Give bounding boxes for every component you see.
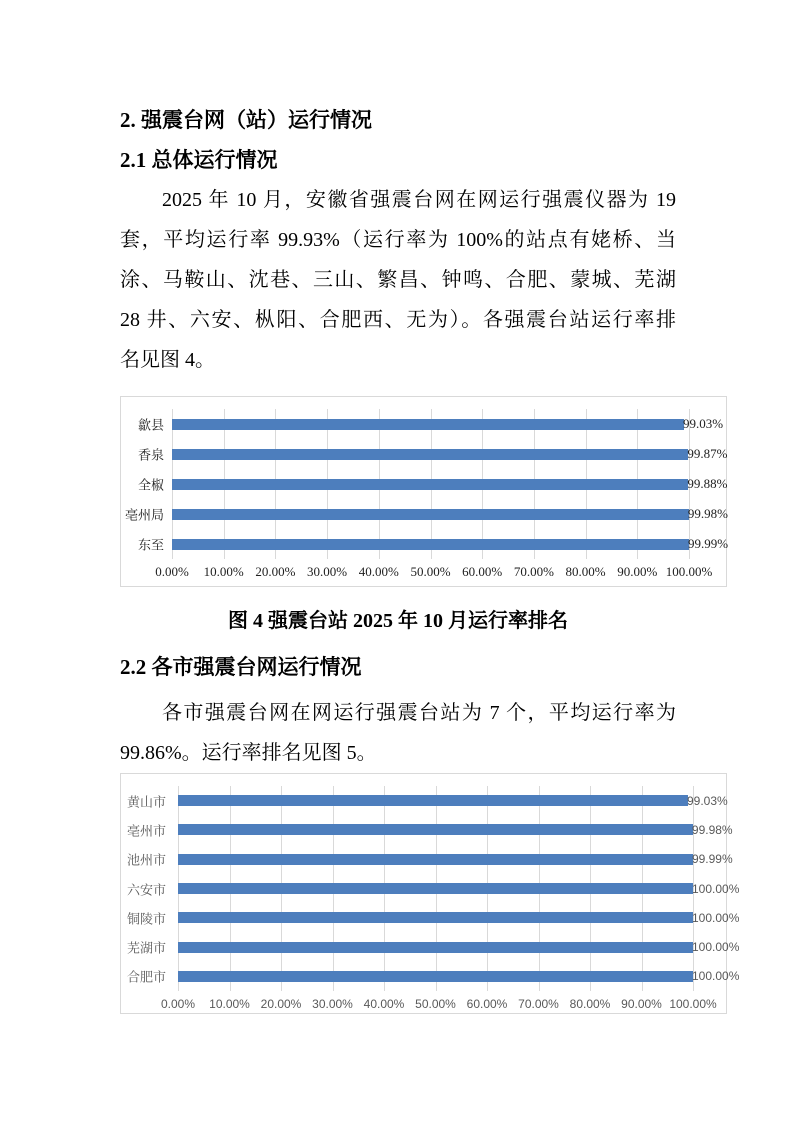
section-2-heading: 2. 强震台网（站）运行情况: [120, 108, 372, 132]
section-2-1-heading: 2.1 总体运行情况: [120, 148, 278, 172]
x-axis-tick-label: 30.00%: [307, 564, 348, 579]
category-label: 合肥市: [126, 969, 166, 985]
paragraph-line: 28 井、六安、枞阳、合肥西、无为）。各强震台站运行率排: [120, 309, 676, 331]
category-label: 香泉: [137, 447, 164, 463]
data-label: 99.03%: [687, 793, 728, 808]
x-axis-tick-label: 0.00%: [160, 997, 196, 1011]
category-label: 亳州局: [124, 507, 164, 523]
paragraph-line: 各市强震台网在网运行强震台站为 7 个，平均运行率为: [162, 702, 676, 724]
bar: [178, 942, 693, 953]
paragraph-line: 99.86%。运行率排名见图 5。: [120, 742, 377, 764]
data-label: 99.88%: [687, 476, 728, 491]
bar: [178, 795, 688, 806]
figure4-caption: 图 4 强震台站 2025 年 10 月运行率排名: [228, 610, 568, 632]
bar: [172, 449, 688, 460]
data-label: 99.99%: [691, 852, 733, 867]
section-2-2-heading: 2.2 各市强震台网运行情况: [120, 655, 362, 679]
category-label: 全椒: [137, 477, 164, 493]
data-label: 99.98%: [691, 822, 733, 837]
x-axis-tick-label: 90.00%: [617, 564, 658, 579]
data-label: 99.98%: [687, 506, 728, 521]
data-label: 100.00%: [692, 910, 740, 925]
bar: [178, 854, 693, 865]
bar: [178, 971, 693, 982]
plot-area: [172, 409, 729, 559]
x-axis-tick-label: 80.00%: [565, 564, 606, 579]
paragraph-line: 名见图 4。: [120, 349, 215, 371]
x-axis-tick-label: 30.00%: [312, 997, 353, 1011]
x-axis-tick-label: 60.00%: [466, 997, 508, 1011]
data-label: 100.00%: [692, 940, 740, 955]
category-label: 亳州市: [126, 823, 166, 839]
figure4-bar-chart: [120, 396, 727, 587]
paragraph-line: 涂、马鞍山、沈巷、三山、繁昌、钟鸣、合肥、蒙城、芜湖: [120, 269, 676, 291]
category-label: 铜陵市: [126, 911, 166, 927]
paragraph-line: 套，平均运行率 99.93%（运行率为 100%的站点有姥桥、当: [120, 229, 676, 251]
x-axis-tick-label: 40.00%: [363, 997, 405, 1011]
x-axis-tick-label: 100.00%: [665, 564, 713, 579]
x-axis-tick-label: 10.00%: [203, 564, 244, 579]
category-label: 池州市: [126, 852, 166, 868]
paragraph-overall-status: [120, 180, 676, 380]
paragraph-city-networks: [120, 693, 676, 773]
x-axis-tick-label: 100.00%: [669, 997, 717, 1011]
x-axis-tick-label: 50.00%: [410, 564, 451, 579]
category-label: 六安市: [126, 882, 166, 897]
category-label: 芜湖市: [126, 940, 166, 956]
bar: [178, 824, 693, 835]
x-axis-tick-label: 70.00%: [513, 564, 554, 579]
data-label: 99.87%: [687, 446, 728, 461]
figure5-bar-chart: [120, 773, 740, 1014]
x-axis-tick-label: 20.00%: [260, 997, 302, 1011]
data-label: 99.99%: [687, 536, 729, 551]
bar: [172, 509, 689, 520]
category-label: 黄山市: [126, 794, 166, 810]
x-axis-tick-label: 0.00%: [155, 564, 189, 579]
bar: [178, 883, 693, 894]
x-axis-tick-label: 60.00%: [462, 564, 503, 579]
x-axis-tick-label: 70.00%: [518, 997, 559, 1011]
x-axis-tick-label: 10.00%: [209, 997, 250, 1011]
bar: [172, 479, 688, 490]
category-label: 东至: [137, 537, 164, 553]
x-axis-tick-label: 20.00%: [255, 564, 296, 579]
x-axis-tick-label: 80.00%: [569, 997, 611, 1011]
bar: [178, 912, 693, 923]
x-axis-tick-label: 40.00%: [358, 564, 399, 579]
category-label: 歙县: [137, 417, 164, 433]
paragraph-line: 2025 年 10 月，安徽省强震台网在网运行强震仪器为 19: [162, 189, 676, 211]
x-axis-tick-label: 50.00%: [415, 997, 456, 1011]
bar: [172, 419, 684, 430]
x-axis-tick-label: 90.00%: [621, 997, 662, 1011]
data-label: 100.00%: [692, 969, 740, 984]
bar: [172, 539, 689, 550]
data-label: 100.00%: [692, 881, 740, 896]
data-label: 99.03%: [682, 416, 724, 431]
plot-area: [178, 786, 740, 991]
